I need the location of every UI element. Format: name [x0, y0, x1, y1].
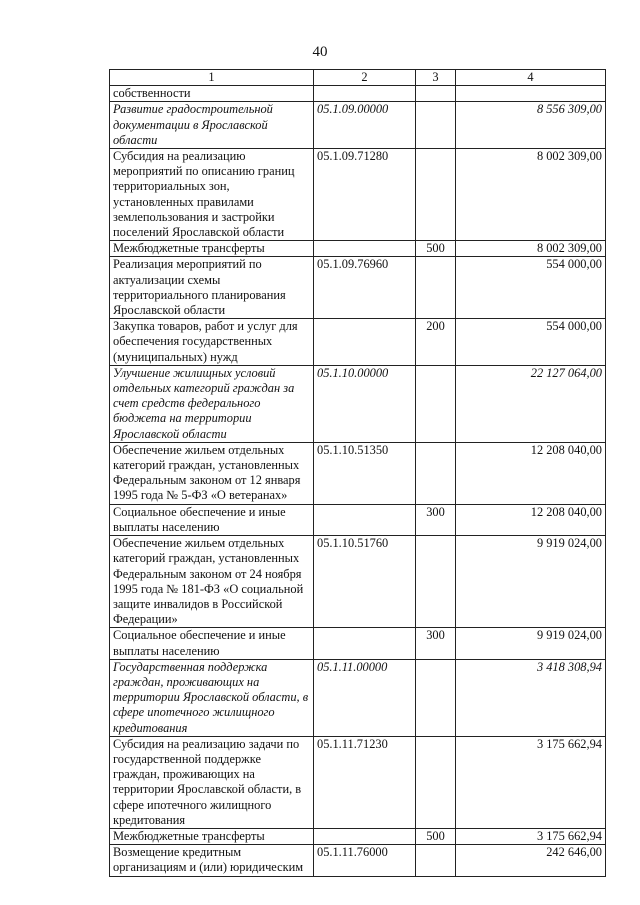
header-row — [110, 70, 606, 86]
table-row — [110, 102, 606, 149]
row-name: Межбюджетные трансферты — [110, 241, 314, 257]
row-expense-type: 500 — [416, 828, 456, 844]
table-row — [110, 659, 606, 736]
row-expense-type — [416, 149, 456, 241]
row-code — [314, 628, 416, 659]
row-amount: 9 919 024,00 — [456, 628, 606, 659]
table-row — [110, 442, 606, 504]
row-name: Закупка товаров, работ и услуг для обеспечения государственных (муниципальных) нужд — [110, 319, 314, 366]
page-number: 40 — [312, 44, 328, 60]
budget-table — [109, 69, 606, 877]
row-expense-type — [416, 442, 456, 504]
row-name: Улучшение жилищных условий отдельных категорий граждан за счет средств федерального бюджета на территории Ярославской области — [110, 365, 314, 442]
row-code: 05.1.11.76000 — [314, 845, 416, 876]
table-row — [110, 845, 606, 876]
row-expense-type: 300 — [416, 504, 456, 535]
table-row — [110, 257, 606, 319]
row-name: Субсидия на реализацию мероприятий по описанию границ территориальных зон, установленных правилами землепользования и застройки поселений Ярославской области — [110, 149, 314, 241]
row-code: 05.1.09.76960 — [314, 257, 416, 319]
row-expense-type: 300 — [416, 628, 456, 659]
row-name: Реализация мероприятий по актуализации схемы территориального планирования Ярославской области — [110, 257, 314, 319]
header-cell-1: 1 — [110, 70, 314, 86]
row-name: Обеспечение жильем отдельных категорий граждан, установленных Федеральным законом от 24 ноября 1995 года № 181-ФЗ «О социальной защите инвалидов в Российской Федерации» — [110, 536, 314, 628]
row-expense-type — [416, 86, 456, 102]
row-amount: 3 175 662,94 — [456, 736, 606, 828]
row-expense-type — [416, 536, 456, 628]
row-code: 05.1.10.51350 — [314, 442, 416, 504]
row-name: Межбюджетные трансферты — [110, 828, 314, 844]
header-cell-3: 3 — [416, 70, 456, 86]
row-amount: 12 208 040,00 — [456, 504, 606, 535]
row-code: 05.1.10.51760 — [314, 536, 416, 628]
row-amount: 9 919 024,00 — [456, 536, 606, 628]
row-name: Развитие градостроительной документации в Ярославской области — [110, 102, 314, 149]
row-name: Обеспечение жильем отдельных категорий граждан, установленных Федеральным законом от 12 января 1995 года № 5-ФЗ «О ветеранах» — [110, 442, 314, 504]
row-amount: 8 556 309,00 — [456, 102, 606, 149]
row-amount: 8 002 309,00 — [456, 149, 606, 241]
row-expense-type — [416, 257, 456, 319]
row-code: 05.1.09.71280 — [314, 149, 416, 241]
row-amount: 242 646,00 — [456, 845, 606, 876]
row-code: 05.1.10.00000 — [314, 365, 416, 442]
table-row — [110, 828, 606, 844]
table-row — [110, 319, 606, 366]
row-amount: 8 002 309,00 — [456, 241, 606, 257]
table-row — [110, 536, 606, 628]
row-amount: 554 000,00 — [456, 257, 606, 319]
table-row — [110, 736, 606, 828]
row-amount: 3 418 308,94 — [456, 659, 606, 736]
header-cell-4: 4 — [456, 70, 606, 86]
table-row — [110, 365, 606, 442]
row-code — [314, 86, 416, 102]
row-name: Субсидия на реализацию задачи по государственной поддержке граждан, проживающих на территории Ярославской области, в сфере ипотечного жилищного кредитования — [110, 736, 314, 828]
table-row — [110, 504, 606, 535]
row-name: Социальное обеспечение и иные выплаты населению — [110, 504, 314, 535]
row-code: 05.1.11.71230 — [314, 736, 416, 828]
row-expense-type: 500 — [416, 241, 456, 257]
row-expense-type — [416, 102, 456, 149]
row-expense-type: 200 — [416, 319, 456, 366]
row-code — [314, 504, 416, 535]
row-code: 05.1.09.00000 — [314, 102, 416, 149]
table-row — [110, 86, 606, 102]
row-code: 05.1.11.00000 — [314, 659, 416, 736]
table-row — [110, 628, 606, 659]
row-expense-type — [416, 845, 456, 876]
row-amount — [456, 86, 606, 102]
row-code — [314, 828, 416, 844]
row-name: Государственная поддержка граждан, проживающих на территории Ярославской области, в сфере ипотечного жилищного кредитования — [110, 659, 314, 736]
row-amount: 3 175 662,94 — [456, 828, 606, 844]
row-code — [314, 241, 416, 257]
row-expense-type — [416, 659, 456, 736]
table-row — [110, 149, 606, 241]
row-expense-type — [416, 736, 456, 828]
table-row — [110, 241, 606, 257]
header-cell-2: 2 — [314, 70, 416, 86]
row-name: Возмещение кредитным организациям и (или) юридическим — [110, 845, 314, 876]
row-amount: 554 000,00 — [456, 319, 606, 366]
row-expense-type — [416, 365, 456, 442]
row-name: Социальное обеспечение и иные выплаты населению — [110, 628, 314, 659]
row-code — [314, 319, 416, 366]
row-name: собственности — [110, 86, 314, 102]
row-amount: 12 208 040,00 — [456, 442, 606, 504]
row-amount: 22 127 064,00 — [456, 365, 606, 442]
